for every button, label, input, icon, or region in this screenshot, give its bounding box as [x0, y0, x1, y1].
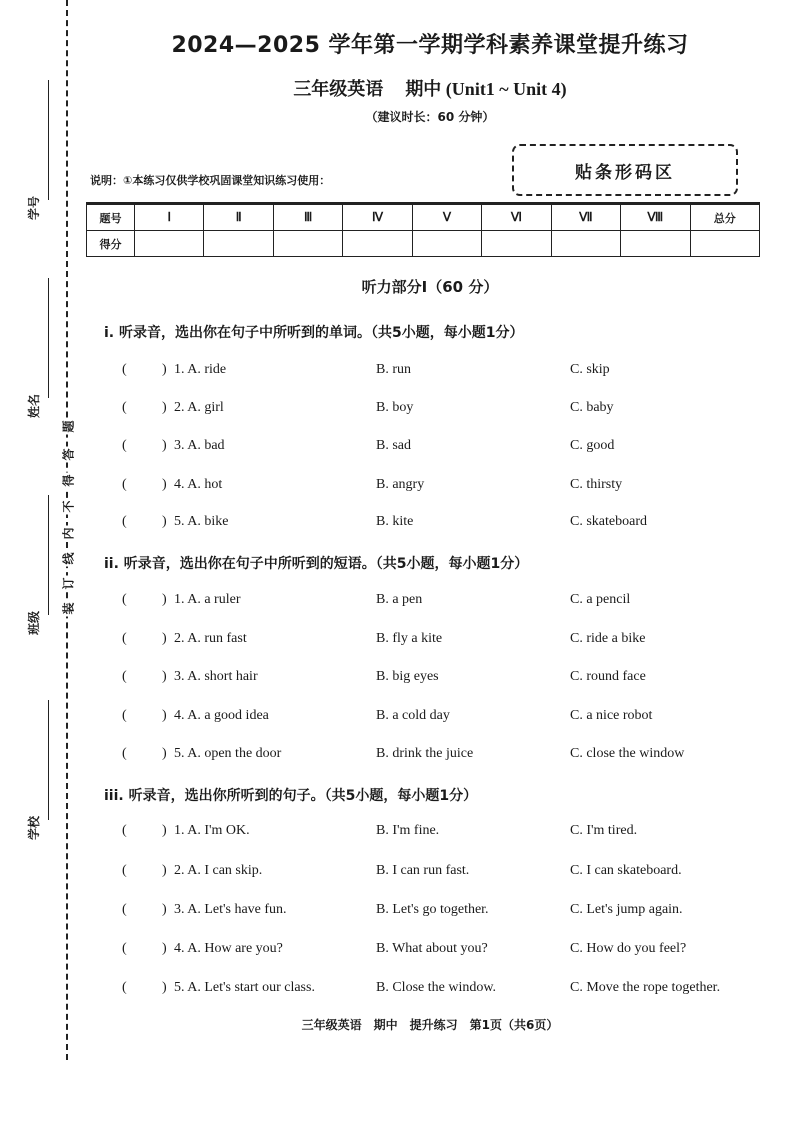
option-c: C. baby [570, 400, 614, 415]
question-row [0, 708, 794, 730]
question-row [0, 669, 794, 691]
total-score-cell[interactable] [690, 231, 760, 257]
binding-warning-char: 订 [61, 577, 76, 590]
answer-blank-close: ) [162, 362, 167, 377]
answer-blank-close: ) [162, 941, 167, 956]
score-col-header: Ⅱ [204, 204, 273, 231]
option-b: B. big eyes [376, 669, 439, 684]
option-c: C. How do you feel? [570, 941, 687, 956]
option-a-text: A. short hair [187, 669, 258, 684]
answer-blank-open[interactable]: ( [122, 438, 127, 453]
answer-blank-close: ) [162, 438, 167, 453]
option-c: C. I'm tired. [570, 823, 638, 838]
question-number: 3. [174, 438, 185, 453]
score-cell[interactable] [273, 231, 342, 257]
answer-blank-open[interactable]: ( [122, 669, 127, 684]
part-heading: i. 听录音，选出你在句子中所听到的单词。（共5小题，每小题1分） [104, 325, 524, 341]
student-id-line [48, 80, 49, 200]
option-a-text: A. I can skip. [187, 863, 263, 878]
score-col-header: Ⅰ [135, 204, 204, 231]
question-row [0, 863, 794, 885]
answer-blank-open[interactable]: ( [122, 631, 127, 646]
answer-blank-close: ) [162, 514, 167, 529]
option-c: C. good [570, 438, 615, 453]
binding-warning-char: 不 [61, 500, 76, 513]
question-row [0, 941, 794, 963]
option-a [174, 514, 228, 530]
option-a-text: A. Let's start our class. [187, 980, 315, 995]
score-table-score-row [87, 231, 760, 257]
class-label: 班级 [27, 610, 41, 635]
option-b: B. Close the window. [376, 980, 497, 995]
question-row [0, 400, 794, 422]
binding-warning-char: 题 [61, 420, 76, 433]
option-b: B. drink the juice [376, 746, 474, 761]
score-cell[interactable] [412, 231, 481, 257]
option-c: C. skateboard [570, 514, 647, 529]
score-col-header: Ⅶ [551, 204, 620, 231]
answer-blank-open[interactable]: ( [122, 514, 127, 529]
option-a [174, 631, 247, 647]
student-id-label: 学号 [27, 195, 41, 220]
binding-warning-char: 答 [61, 448, 76, 461]
option-a-text: A. hot [187, 477, 223, 492]
answer-blank-close: ) [162, 746, 167, 761]
question-number: 4. [174, 941, 185, 956]
option-b: B. run [376, 362, 411, 377]
answer-blank-close: ) [162, 980, 167, 995]
option-a [174, 980, 315, 996]
option-c: C. a pencil [570, 592, 631, 607]
score-cell[interactable] [204, 231, 273, 257]
answer-blank-close: ) [162, 631, 167, 646]
option-b: B. I'm fine. [376, 823, 440, 838]
answer-blank-open[interactable]: ( [122, 746, 127, 761]
option-a [174, 669, 258, 685]
option-b: B. kite [376, 514, 414, 529]
question-number: 1. [174, 362, 185, 377]
question-row [0, 631, 794, 653]
usage-note: 说明：①本练习仅供学校巩固课堂知识练习使用： [90, 174, 331, 187]
score-cell[interactable] [551, 231, 620, 257]
question-row [0, 980, 794, 1002]
option-a [174, 746, 281, 762]
answer-blank-open[interactable]: ( [122, 400, 127, 415]
option-a [174, 477, 222, 493]
binding-warning-char: 线 [61, 552, 76, 565]
question-number: 5. [174, 746, 185, 761]
option-a-text: A. bad [187, 438, 225, 453]
score-cell[interactable] [482, 231, 551, 257]
option-c: C. Let's jump again. [570, 902, 683, 917]
option-a-text: A. run fast [187, 631, 247, 646]
option-c: C. I can skateboard. [570, 863, 682, 878]
question-number: 4. [174, 477, 185, 492]
binding-warning-char: 内 [61, 527, 76, 540]
option-c: C. thirsty [570, 477, 623, 492]
option-a-text: A. a ruler [187, 592, 241, 607]
option-b: B. sad [376, 438, 411, 453]
option-a-text: A. How are you? [187, 941, 283, 956]
score-col-header: Ⅳ [343, 204, 412, 231]
answer-blank-open[interactable]: ( [122, 823, 127, 838]
answer-blank-close: ) [162, 902, 167, 917]
part-heading: ii. 听录音，选出你在句子中所听到的短语。（共5小题，每小题1分） [104, 556, 529, 572]
question-number: 5. [174, 514, 185, 529]
question-number: 2. [174, 631, 185, 646]
question-number-label: 题号 [87, 204, 135, 231]
option-a [174, 863, 262, 879]
option-a-text: A. girl [187, 400, 224, 415]
option-b: B. angry [376, 477, 425, 492]
listening-section-title: 听力部分Ⅰ（60 分） [361, 278, 499, 296]
total-score-label: 总分 [690, 204, 760, 231]
student-id-field[interactable] [22, 80, 62, 220]
question-row [0, 362, 794, 384]
answer-blank-open[interactable]: ( [122, 902, 127, 917]
exam-title: 2024—2025 学年第一学期学科素养课堂提升练习 [171, 33, 689, 58]
option-b: B. What about you? [376, 941, 488, 956]
score-col-header: Ⅵ [482, 204, 551, 231]
option-a-text: A. Let's have fun. [187, 902, 287, 917]
question-number: 1. [174, 823, 185, 838]
option-c: C. ride a bike [570, 631, 646, 646]
student-name-field[interactable] [22, 278, 62, 418]
option-a [174, 941, 283, 957]
exam-subtitle [100, 75, 760, 101]
option-c: C. close the window [570, 746, 685, 761]
score-row-label: 得分 [87, 231, 135, 257]
question-number: 3. [174, 669, 185, 684]
option-a [174, 592, 241, 608]
score-cell[interactable] [621, 231, 690, 257]
question-number: 4. [174, 708, 185, 723]
score-col-header: Ⅲ [273, 204, 342, 231]
answer-blank-open[interactable]: ( [122, 362, 127, 377]
option-a-text: A. ride [187, 362, 227, 377]
answer-blank-open[interactable]: ( [122, 708, 127, 723]
answer-blank-close: ) [162, 592, 167, 607]
answer-blank-close: ) [162, 477, 167, 492]
question-number: 5. [174, 980, 185, 995]
answer-blank-open[interactable]: ( [122, 980, 127, 995]
option-a [174, 362, 226, 378]
score-table [86, 202, 760, 257]
binding-warning-char: 得 [61, 474, 76, 487]
option-a-text: A. bike [187, 514, 229, 529]
question-number: 2. [174, 400, 185, 415]
score-cell[interactable] [343, 231, 412, 257]
option-a [174, 823, 250, 839]
option-b: B. Let's go together. [376, 902, 489, 917]
question-row [0, 477, 794, 499]
option-b: B. a cold day [376, 708, 450, 723]
option-a-text: A. open the door [187, 746, 282, 761]
answer-blank-close: ) [162, 863, 167, 878]
question-number: 3. [174, 902, 185, 917]
option-b: B. fly a kite [376, 631, 443, 646]
option-b: B. boy [376, 400, 414, 415]
option-c: C. skip [570, 362, 610, 377]
question-row [0, 902, 794, 924]
option-c: C. Move the rope together. [570, 980, 721, 995]
answer-blank-open[interactable]: ( [122, 477, 127, 492]
option-a-text: A. I'm OK. [187, 823, 250, 838]
option-b: B. I can run fast. [376, 863, 470, 878]
question-row [0, 438, 794, 460]
question-row [0, 746, 794, 768]
exam-grade-subject: 三年级英语 [293, 79, 384, 100]
option-c: C. round face [570, 669, 646, 684]
answer-blank-close: ) [162, 708, 167, 723]
answer-blank-open[interactable]: ( [122, 592, 127, 607]
option-a [174, 400, 224, 416]
option-c: C. a nice robot [570, 708, 653, 723]
question-number: 1. [174, 592, 185, 607]
score-table-header-row [87, 204, 760, 231]
student-name-label: 姓名 [27, 393, 41, 418]
school-label: 学校 [27, 815, 41, 840]
option-a [174, 708, 269, 724]
option-a [174, 438, 225, 454]
option-b: B. a pen [376, 592, 423, 607]
option-a-text: A. a good idea [187, 708, 269, 723]
question-row [0, 823, 794, 845]
part-heading: iii. 听录音，选出你所听到的句子。（共5小题，每小题1分） [104, 788, 478, 804]
option-a [174, 902, 287, 918]
answer-blank-open[interactable]: ( [122, 941, 127, 956]
score-col-header: Ⅷ [621, 204, 690, 231]
score-col-header: Ⅴ [412, 204, 481, 231]
answer-blank-open[interactable]: ( [122, 863, 127, 878]
suggested-duration: （建议时长：60 分钟） [365, 110, 495, 124]
page-footer: 三年级英语 期中 提升练习 第1页（共6页） [301, 1018, 559, 1032]
binding-warning-char: 装 [61, 602, 76, 615]
question-number: 2. [174, 863, 185, 878]
question-row [0, 592, 794, 614]
score-cell[interactable] [135, 231, 204, 257]
question-row [0, 514, 794, 536]
answer-blank-close: ) [162, 400, 167, 415]
exam-scope: 期中 (Unit1 ~ Unit 4) [405, 79, 567, 99]
barcode-area: 贴条形码区 [512, 144, 738, 196]
answer-blank-close: ) [162, 669, 167, 684]
answer-blank-close: ) [162, 823, 167, 838]
